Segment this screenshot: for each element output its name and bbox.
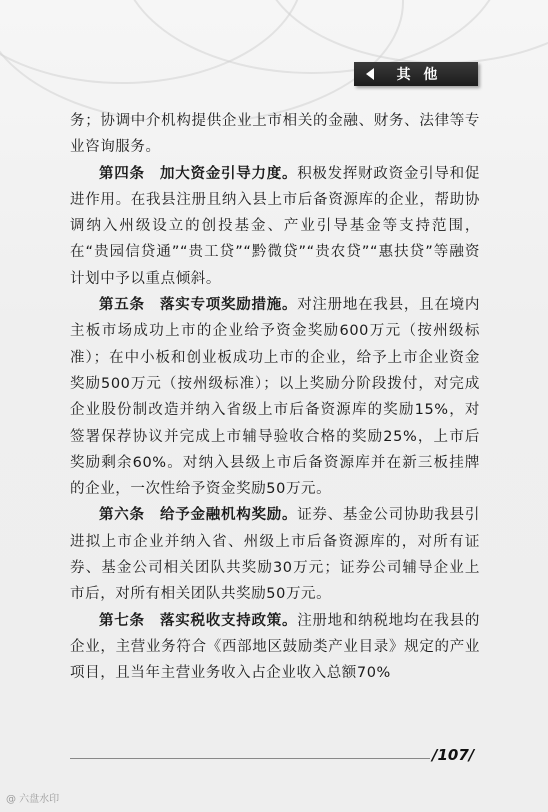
body-text (70, 108, 480, 687)
paragraph-continuation (70, 108, 480, 161)
page-number: /107/ (432, 746, 475, 764)
paragraph-text: 对注册地在我县，且在境内主板市场成功上市的企业给予资金奖励600万元（按州级标准）；在中小板和创业板成功上市的企业，给予上市企业资金奖励500万元（按州级标准）；以上奖励分阶段拨付，对完成企业股份制改造并纳入省级上市后备资源库的奖励15%，对签署保荐协议并完成上市辅导验收合格的奖励25%，上市后奖励剩余60%。对纳入县级上市后备资源库并在新三板挂牌的企业，一次性给予资金奖励50万元。 (70, 297, 480, 498)
paragraph-article-4 (70, 161, 480, 292)
article-heading: 第七条 落实税收支持政策。 (99, 612, 298, 629)
section-title: 其 他 (396, 67, 442, 83)
paragraph-text: 务；协调中介机构提供企业上市相关的金融、财务、法律等专业咨询服务。 (70, 113, 480, 156)
section-header-tab (354, 62, 478, 86)
decorative-background (0, 0, 548, 120)
footer-divider (70, 758, 430, 759)
paragraph-article-5 (70, 292, 480, 502)
paragraph-text: 证券、基金公司协助我县引进拟上市企业并纳入省、州级上市后备资源库的，对所有证券、基金公司相关团队共奖励30万元；证券公司辅导企业上市后，对所有相关团队共奖励50万元。 (70, 507, 480, 603)
watermark: @ 六盘水印 (6, 794, 60, 805)
paragraph-article-7 (70, 608, 480, 687)
left-arrow-icon (366, 68, 374, 80)
article-heading: 第五条 落实专项奖励措施。 (99, 297, 298, 314)
paragraph-text: 积极发挥财政资金引导和促进作用。在我县注册且纳入县上市后备资源库的企业，帮助协调纳入州级设立的创投基金、产业引导基金等支持范围，在“贵园信贷通”“贵工贷”“黔微贷”“贵农贷”“惠扶贷”等融资计划中予以重点倾斜。 (70, 165, 480, 287)
paragraph-text: 注册地和纳税地均在我县的企业，主营业务符合《西部地区鼓励类产业目录》规定的产业项目，且当年主营业务收入占企业收入总额70% (70, 612, 480, 682)
paragraph-article-6 (70, 502, 480, 607)
article-heading: 第四条 加大资金引导力度。 (99, 165, 298, 182)
article-heading: 第六条 给予金融机构奖励。 (99, 507, 298, 524)
